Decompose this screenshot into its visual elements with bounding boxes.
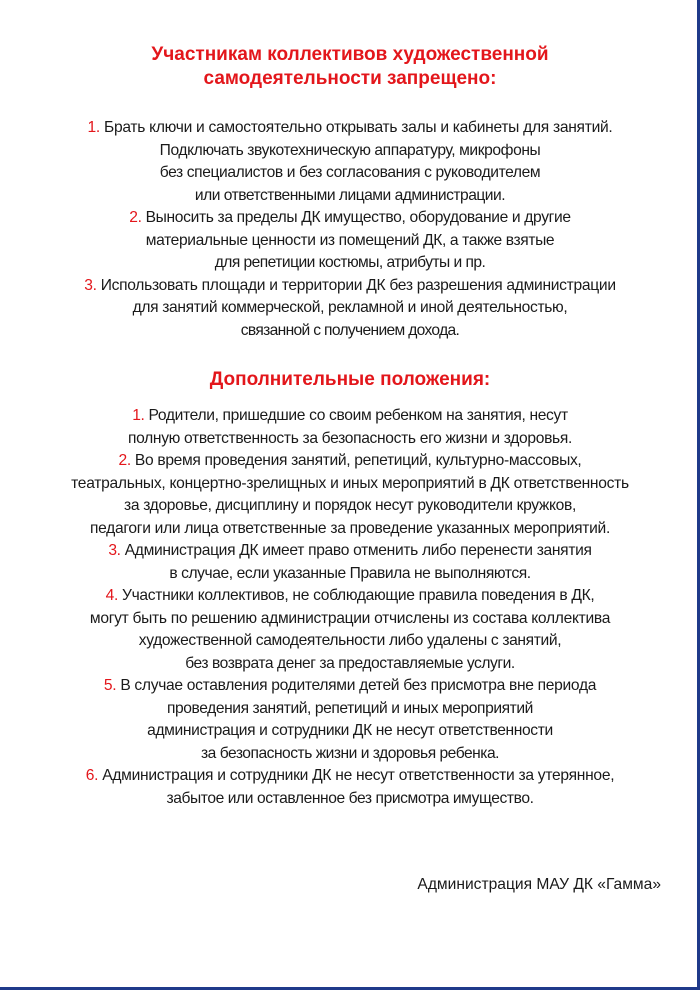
prohibited-list <box>0 117 700 342</box>
item-number: 3. <box>84 276 97 294</box>
item-number: 4. <box>105 587 118 604</box>
prohibited-item-line <box>0 117 700 140</box>
prohibited-item-line <box>0 185 700 208</box>
additional-item-line <box>0 675 700 698</box>
additional-item-line <box>0 428 700 451</box>
item-number: 2. <box>129 209 142 226</box>
signature: Администрация МАУ ДК «Гамма» <box>417 876 661 893</box>
prohibited-item <box>0 117 700 207</box>
additional-list <box>0 405 700 810</box>
prohibited-item-line <box>0 297 700 320</box>
item-number: 3. <box>108 542 121 559</box>
additional-item-line <box>0 788 700 811</box>
additional-item-line <box>0 495 700 518</box>
additional-item-line <box>0 608 700 631</box>
item-text: Во время проведения занятий, репетиций, культурно-массовых, <box>134 452 582 469</box>
item-text: могут быть по решению администрации отчислены из состава коллектива <box>89 609 611 627</box>
additional-item-line <box>0 653 700 676</box>
additional-item <box>0 405 700 450</box>
prohibited-item-line <box>0 252 700 275</box>
item-text: Выносить за пределы ДК имущество, оборудование и другие <box>145 209 571 226</box>
additional-item-line <box>0 698 700 721</box>
item-text: материальные ценности из помещений ДК, а также взятые <box>145 231 555 249</box>
additional-item <box>0 765 700 810</box>
prohibited-item <box>0 207 700 275</box>
prohibited-item-line <box>0 162 700 185</box>
item-text: для занятий коммерческой, рекламной и иной деятельностью, <box>132 299 568 316</box>
item-text: театральных, концертно-зрелищных и иных мероприятий в ДК ответственность <box>71 474 629 492</box>
additional-item-line <box>0 450 700 473</box>
heading-prohibited <box>0 43 700 91</box>
item-text: для репетиции костюмы, атрибуты и пр. <box>214 254 486 271</box>
additional-item-line <box>0 720 700 743</box>
item-text: Подключать звукотехническую аппаратуру, микрофоны <box>159 141 541 159</box>
additional-item-line <box>0 765 700 788</box>
additional-item <box>0 675 700 765</box>
item-text: администрация и сотрудники ДК не несут ответственности <box>147 722 553 739</box>
item-text: В случае оставления родителями детей без присмотра вне периода <box>120 677 597 694</box>
item-text: Участники коллективов, не соблюдающие правила поведения в ДК, <box>122 587 595 604</box>
heading-prohibited-line: самодеятельности запрещено: <box>203 68 497 89</box>
item-text: Родители, пришедшие со своим ребенком на занятия, несут <box>148 407 568 424</box>
item-text: полную ответственность за безопасность его жизни и здоровья. <box>128 429 572 447</box>
additional-item-line <box>0 630 700 653</box>
prohibited-item <box>0 275 700 343</box>
item-text: за здоровье, дисциплину и порядок несут руководители кружков, <box>124 497 576 514</box>
item-text: или ответственными лицами администрации. <box>194 186 506 204</box>
prohibited-item-line <box>0 230 700 253</box>
additional-item <box>0 450 700 540</box>
item-text: в случае, если указанные Правила не выполняются. <box>169 564 531 582</box>
prohibited-item-line <box>0 140 700 163</box>
additional-item-line <box>0 563 700 586</box>
additional-item-line <box>0 585 700 608</box>
heading-additional: Дополнительные положения: <box>209 369 491 390</box>
item-text: проведения занятий, репетиций и иных мероприятий <box>167 699 533 717</box>
item-number: 1. <box>132 407 145 424</box>
item-text: Администрация ДК имеет право отменить либо перенести занятия <box>124 542 592 559</box>
item-text: художественной самодеятельности либо удалены с занятий, <box>138 632 562 649</box>
additional-item-line <box>0 540 700 563</box>
item-text: Брать ключи и самостоятельно открывать залы и кабинеты для занятий. <box>104 119 613 136</box>
additional-item-line <box>0 518 700 541</box>
additional-item-line <box>0 405 700 428</box>
item-number: 2. <box>118 452 131 469</box>
prohibited-item-line <box>0 207 700 230</box>
item-text: связанной с получением дохода. <box>240 321 460 339</box>
item-number: 6. <box>85 767 99 784</box>
item-text: без возврата денег за предоставляемые услуги. <box>185 654 515 672</box>
item-text: педагоги или лица ответственные за проведение указанных мероприятий. <box>90 519 610 537</box>
prohibited-item-line <box>0 320 700 343</box>
item-text: Использовать площади и территории ДК без разрешения администрации <box>100 276 616 294</box>
additional-item-line <box>0 473 700 496</box>
additional-item-line <box>0 743 700 766</box>
heading-prohibited-line: Участникам коллективов художественной <box>151 44 549 65</box>
item-number: 5. <box>103 677 117 694</box>
additional-item <box>0 540 700 585</box>
item-text: без специалистов и без согласования с руководителем <box>159 164 541 181</box>
item-number: 1. <box>87 119 100 136</box>
additional-item <box>0 585 700 675</box>
item-text: за безопасность жизни и здоровья ребенка. <box>201 744 499 762</box>
item-text: Администрация и сотрудники ДК не несут ответственности за утерянное, <box>102 767 615 784</box>
item-text: забытое или оставленное без присмотра имущество. <box>166 789 534 807</box>
prohibited-item-line <box>0 275 700 298</box>
